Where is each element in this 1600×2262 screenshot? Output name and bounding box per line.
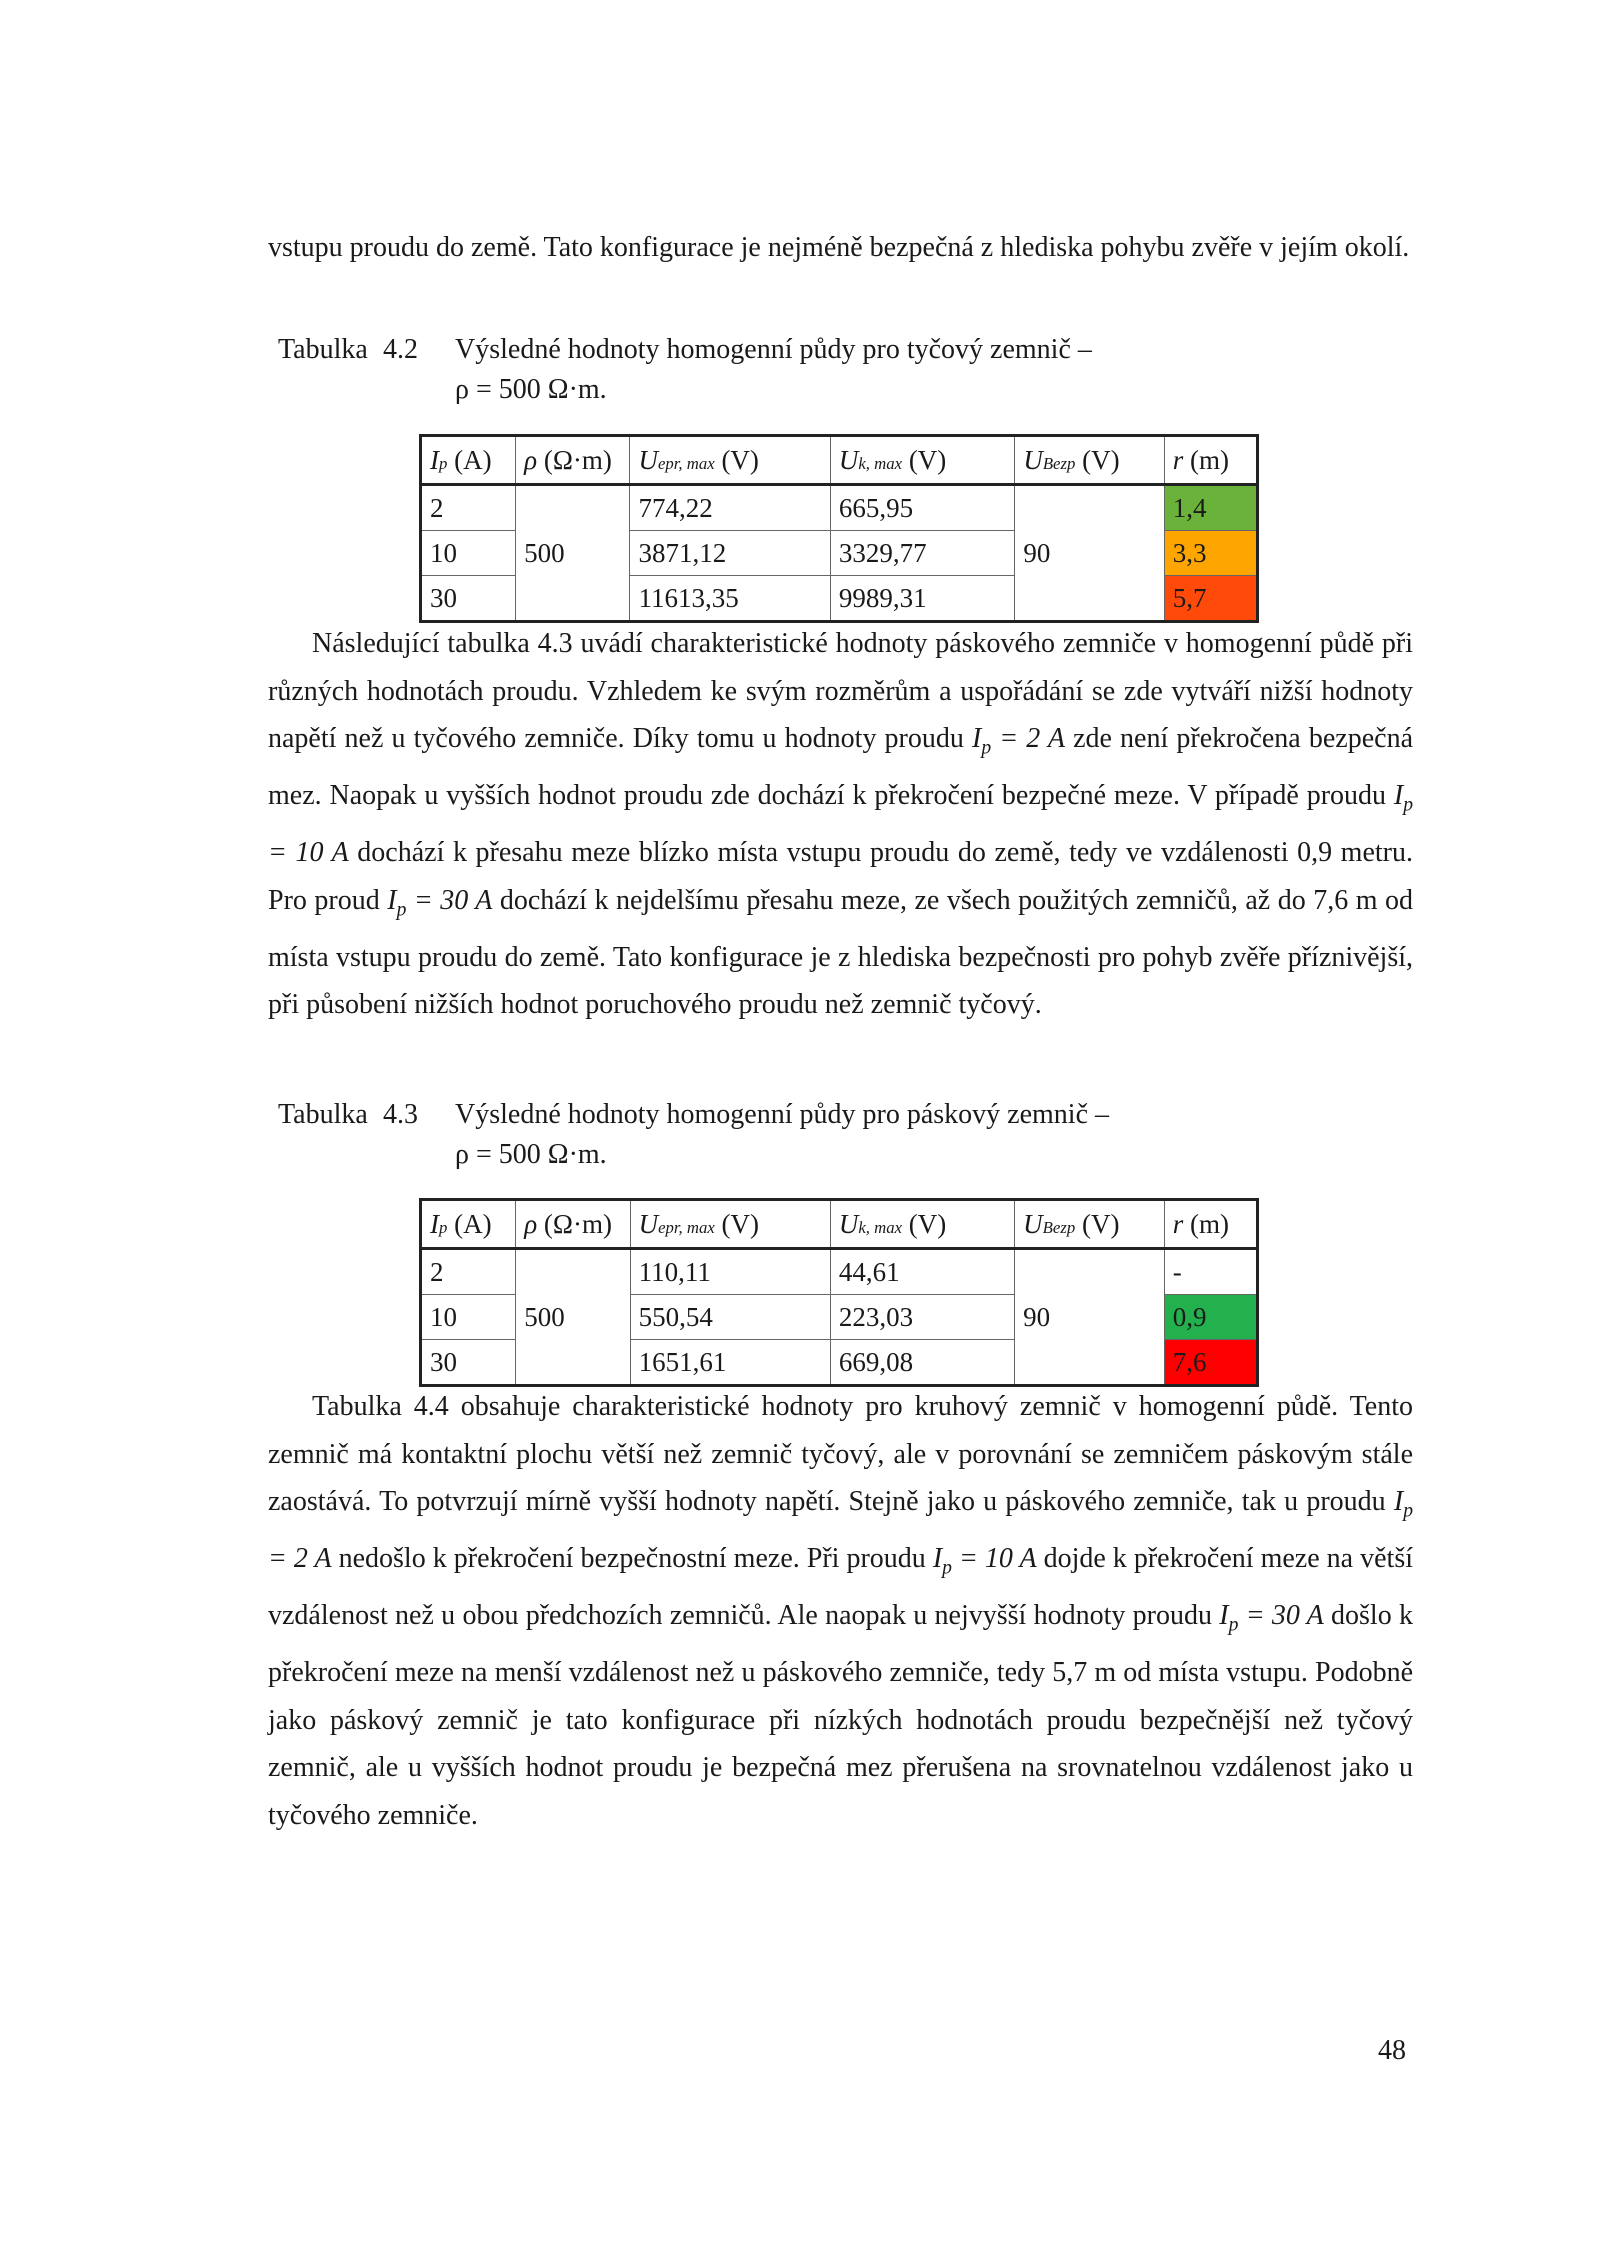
math-ip: $I_p$ <box>972 723 992 759</box>
math-ip: $I_p$ <box>932 1543 952 1579</box>
header-u-k-max: Uk, max (V) <box>830 1200 1014 1249</box>
caption-text-line2: ρ = 500 Ω·m. <box>455 374 607 405</box>
table-row <box>421 485 1258 531</box>
cell-r: 0,9 <box>1164 1295 1257 1340</box>
caption-number: 4.2 <box>383 334 418 365</box>
header-u-k-max: Uk, max (V) <box>830 436 1014 485</box>
math-ip: $I_p$ <box>1393 1486 1413 1522</box>
results-table-rod-electrode <box>419 434 1259 623</box>
caption-text: Výsledné hodnoty homogenní půdy pro páskový zemnič – <box>455 1099 1110 1130</box>
cell-u-epr-max: 11613,35 <box>630 576 830 622</box>
header-rho: ρ (Ω·m) <box>516 1200 630 1249</box>
caption-text-line2: ρ = 500 Ω·m. <box>455 1139 607 1170</box>
table-caption-4-3 <box>278 1095 1109 1175</box>
cell-u-bezp: 90 <box>1015 485 1164 622</box>
caption-label: Tabulka <box>278 1099 368 1130</box>
header-u-epr-max: Uepr, max (V) <box>630 1200 830 1249</box>
math-ip: $I_p$ <box>1393 780 1413 816</box>
caption-number: 4.3 <box>383 1099 418 1130</box>
cell-u-k-max: 44,61 <box>830 1249 1014 1295</box>
header-ip: Ip (A) <box>421 1200 516 1249</box>
cell-ip: 2 <box>421 1249 516 1295</box>
cell-ip: 2 <box>421 485 516 531</box>
table-row <box>421 1249 1258 1295</box>
cell-u-epr-max: 1651,61 <box>630 1340 830 1386</box>
header-r: r (m) <box>1164 1200 1257 1249</box>
cell-u-epr-max: 110,11 <box>630 1249 830 1295</box>
cell-u-k-max: 669,08 <box>830 1340 1014 1386</box>
cell-u-k-max: 665,95 <box>830 485 1014 531</box>
cell-ip: 10 <box>421 1295 516 1340</box>
cell-u-epr-max: 550,54 <box>630 1295 830 1340</box>
cell-rho: 500 <box>516 1249 630 1386</box>
header-ip: Ip (A) <box>421 436 516 485</box>
caption-label: Tabulka <box>278 334 368 365</box>
math-ip: $I_p$ <box>387 884 407 921</box>
cell-ip: 30 <box>421 1340 516 1386</box>
cell-u-epr-max: 774,22 <box>630 485 830 531</box>
cell-u-k-max: 9989,31 <box>830 576 1014 622</box>
header-u-bezp: UBezp (V) <box>1015 436 1164 485</box>
cell-r: 1,4 <box>1164 485 1257 531</box>
paragraph-ring-electrode: Tabulka 4.4 obsahuje charakteristické hodnoty pro kruhový zemnič v homogenní půdě. Tento zemnič má kontaktní plochu větší než zemnič tyčový, ale v porovnání se zemničem páskovým stále zaostává. To potvrzují mírně vyšší hodnoty napětí. Stejně jako u páskového zemniče, tak u proudu $I_p = 2$ A nedošlo k překročení bezpečnostní meze. Při proudu $I_p = 10$ A dojde k překročení meze na větší vzdálenost než u obou předchozích zemničů. Ale naopak u nejvyšší hodnoty proudu $I_p = 30$ A došlo k překročení meze na menší vzdálenost než u páskového zemniče, tedy 5,7 m od místa vstupu. Podobně jako páskový zemnič je tato konfigurace při nízkých hodnotách proudu bezpečnější než tyčový zemnič, ale u vyšších hodnot proudu je bezpečná mez přerušena na srovnatelnou vzdálenost jako u tyčového zemniče. <box>268 1391 1414 1831</box>
header-r: r (m) <box>1164 436 1257 485</box>
cell-u-k-max: 223,03 <box>830 1295 1014 1340</box>
results-table-strip-electrode <box>419 1198 1259 1387</box>
paragraph-intro: vstupu proudu do země. Tato konfigurace je nejméně bezpečná z hlediska pohybu zvěře v jejím okolí. <box>268 232 1410 263</box>
cell-rho: 500 <box>516 485 630 622</box>
table-header-row <box>421 436 1258 485</box>
caption-text: Výsledné hodnoty homogenní půdy pro tyčový zemnič – <box>455 334 1092 365</box>
paragraph-strip-electrode: Následující tabulka 4.3 uvádí charakteristické hodnoty páskového zemniče v homogenní půdě při různých hodnotách proudu. Vzhledem ke svým rozměrům a uspořádání se zde vytváří nižší hodnoty napětí než u tyčového zemniče. Díky tomu u hodnoty proudu $I_p = 2$ A zde není překročena bezpečná mez. Naopak u vyšších hodnot proudu zde dochází k překročení bezpečné meze. V případě proudu $I_p = 10$ A dochází k přesahu meze blízko místa vstupu proudu do země, tedy ve vzdálenosti 0,9 metru. Pro proud $I_p = 30$ A dochází k nejdelšímu přesahu meze, ze všech použitých zemničů, až do 7,6 m od místa vstupu proudu do země. Tato konfigurace je z hlediska bezpečnosti pro pohyb zvěře příznivější, při působení nižších hodnot poruchového proudu než zemnič tyčový. <box>268 628 1413 1021</box>
page-number: 48 <box>1378 2035 1406 2066</box>
header-rho: ρ (Ω·m) <box>516 436 630 485</box>
cell-u-bezp: 90 <box>1015 1249 1165 1386</box>
cell-r: - <box>1164 1249 1257 1295</box>
math-ip: $I_p$ <box>1219 1600 1239 1636</box>
cell-ip: 10 <box>421 531 516 576</box>
cell-r: 7,6 <box>1164 1340 1257 1386</box>
cell-r: 3,3 <box>1164 531 1257 576</box>
table-header-row <box>421 1200 1258 1249</box>
cell-r: 5,7 <box>1164 576 1257 622</box>
cell-u-epr-max: 3871,12 <box>630 531 830 576</box>
cell-u-k-max: 3329,77 <box>830 531 1014 576</box>
header-u-bezp: UBezp (V) <box>1015 1200 1165 1249</box>
cell-ip: 30 <box>421 576 516 622</box>
table-caption-4-2 <box>278 330 1092 410</box>
header-u-epr-max: Uepr, max (V) <box>630 436 830 485</box>
